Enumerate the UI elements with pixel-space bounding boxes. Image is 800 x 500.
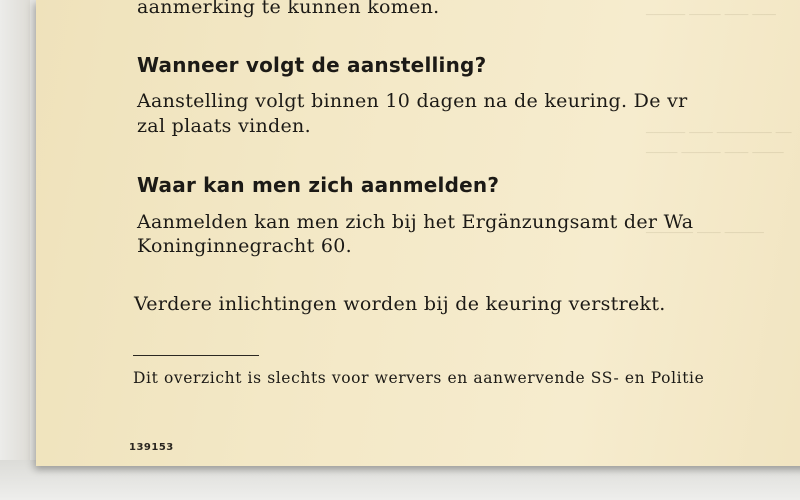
top-fragment: aanmerking te kunnen komen. <box>137 0 440 18</box>
document-page <box>36 0 800 466</box>
further-info: Verdere inlichtingen worden bij de keuring verstrekt. <box>134 293 666 315</box>
backdrop-left <box>0 0 30 500</box>
appointment-line-2: zal plaats vinden. <box>137 115 311 137</box>
register-line-1: Aanmelden kan men zich bij het Ergänzungsamt der Wa <box>137 211 694 233</box>
appointment-line-1: Aanstelling volgt binnen 10 dagen na de keuring. De vr <box>137 90 688 112</box>
heading-appointment: Wanneer volgt de aanstelling? <box>137 53 487 77</box>
footnote: Dit overzicht is slechts voor wervers en aanwervende SS- en Politie <box>133 369 705 387</box>
register-line-2: Koninginnegracht 60. <box>137 235 352 257</box>
show-through-text: ───── ──── ─── ─── ───── ─── ─────── ── ──── ───── ─── ──── ────── ─── ───── <box>646 8 792 241</box>
footnote-rule <box>133 355 259 356</box>
backdrop-bottom <box>0 460 800 500</box>
print-code: 139153 <box>129 442 174 453</box>
heading-register: Waar kan men zich aanmelden? <box>137 173 500 197</box>
